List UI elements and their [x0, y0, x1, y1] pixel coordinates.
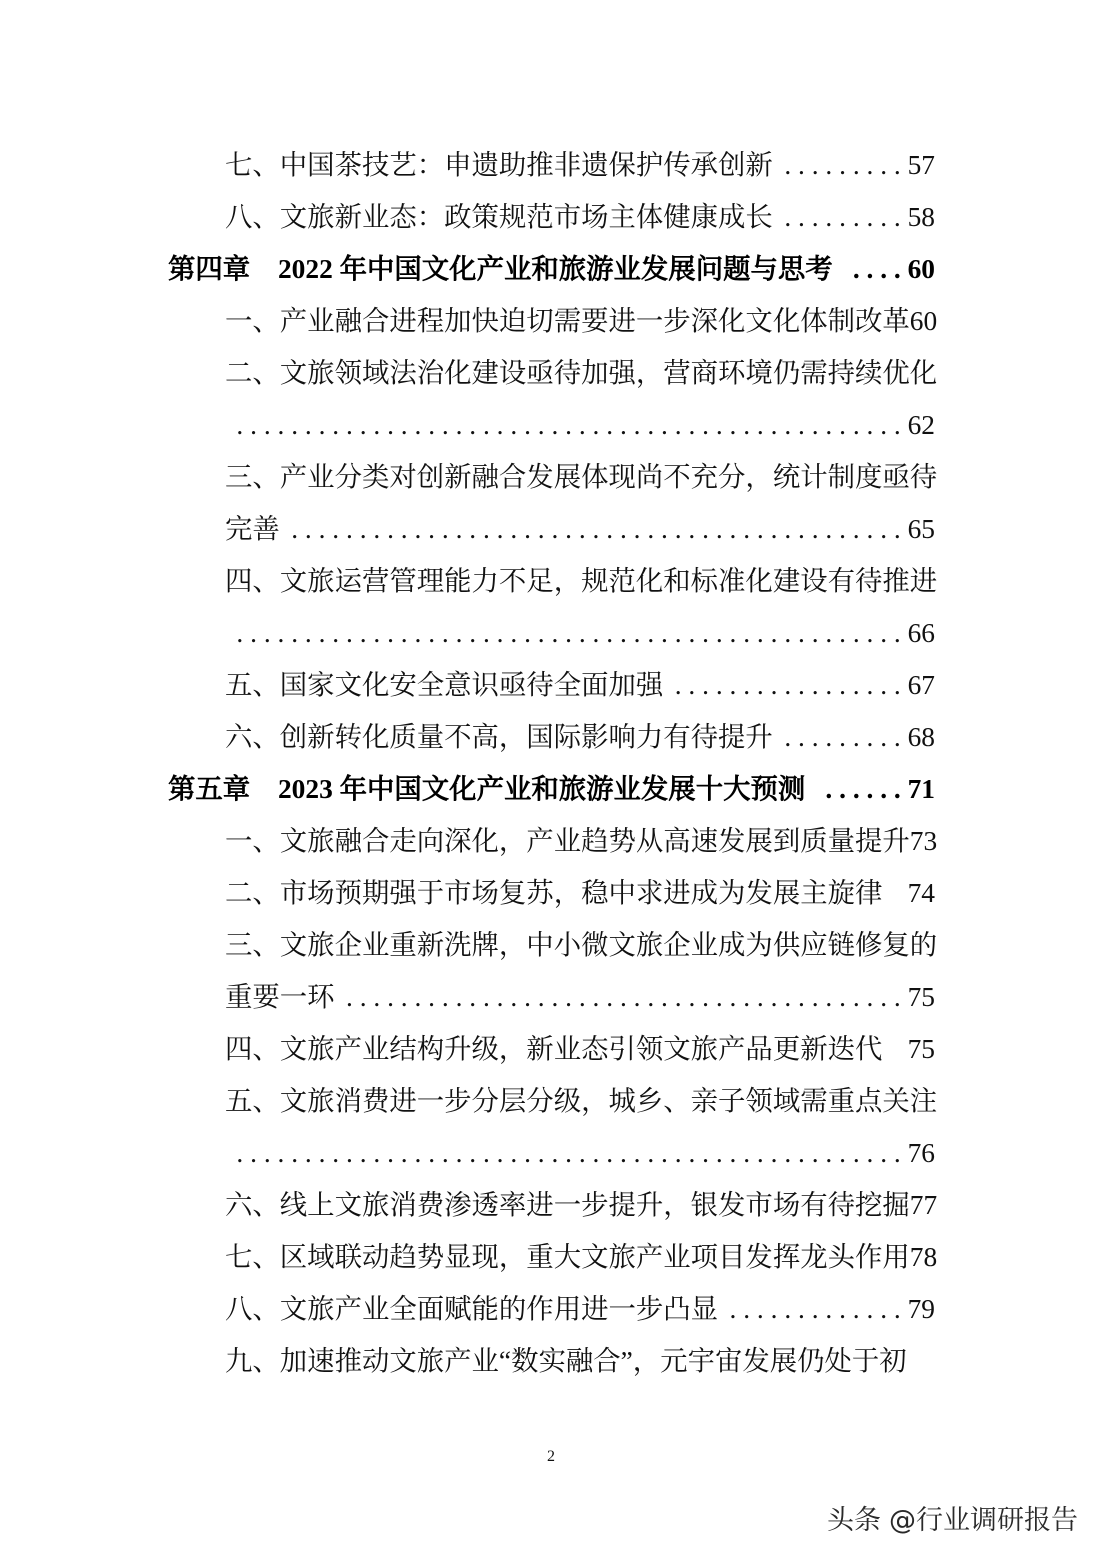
toc-section-entry: [0, 1283, 935, 1335]
toc-entry-title: 五、文旅消费进一步分层分级，城乡、亲子领域需重点关注: [225, 1086, 938, 1116]
toc-section-entry: [0, 867, 935, 919]
toc-section-entry: [0, 555, 938, 607]
watermark-platform: 头条: [827, 1505, 881, 1536]
toc-page-number: 79: [907, 1294, 935, 1324]
toc-leader-dots: .........: [784, 722, 908, 752]
toc-page-number: 78: [909, 1242, 938, 1272]
toc-section-entry: [0, 815, 938, 867]
chapter-title: 2023 年中国文化产业和旅游业发展十大预测: [277, 774, 806, 804]
toc-entry-title-continued: 完善: [225, 514, 280, 544]
toc-entry-title: 一、文旅融合走向深化，产业趋势从高速发展到质量提升: [225, 826, 910, 856]
toc-entry-continuation: [0, 607, 935, 659]
toc-page-number: 73: [909, 826, 938, 856]
toc-leader-dots: .............................................: [291, 514, 908, 544]
chapter-title: 2022 年中国文化产业和旅游业发展问题与思考: [277, 254, 833, 284]
toc-page-number: 75: [907, 982, 935, 1012]
toc-entry-title: 六、创新转化质量不高，国际影响力有待提升: [225, 722, 773, 752]
toc-page-number: 75: [907, 1034, 935, 1064]
toc-section-entry: [0, 139, 935, 191]
toc-leader-dots: .........: [784, 150, 908, 180]
toc-page-number: 58: [907, 202, 935, 232]
chapter-label: 第四章: [168, 254, 251, 284]
toc-section-entry: [0, 1179, 938, 1231]
toc-entry-title: 五、国家文化安全意识亟待全面加强: [225, 670, 664, 700]
toc-section-entry: [0, 919, 938, 971]
toc-entry-continuation: [0, 503, 935, 555]
toc-entry-title: 三、产业分类对创新融合发展体现尚不充分，统计制度亟待: [225, 462, 938, 492]
toc-entry-title: 二、市场预期强于市场复苏，稳中求进成为发展主旋律: [225, 878, 883, 908]
table-of-contents: [0, 139, 1102, 1387]
toc-chapter-entry: [0, 243, 935, 295]
toc-entry-title: 八、文旅新业态：政策规范市场主体健康成长: [225, 202, 773, 232]
watermark-handle: @行业调研报告: [889, 1505, 1078, 1536]
toc-section-entry: [0, 191, 935, 243]
toc-leader-dots: .........................................: [346, 982, 908, 1012]
toc-entry-title: 九、加速推动文旅产业“数实融合”，元宇宙发展仍处于初: [225, 1346, 907, 1376]
chapter-label: 第五章: [168, 774, 251, 804]
watermark: [827, 1503, 1078, 1539]
toc-page-number: 62: [907, 410, 935, 440]
toc-page-number: 74: [907, 878, 935, 908]
toc-section-entry: [0, 1023, 935, 1075]
toc-entry-title: 八、文旅产业全面赋能的作用进一步凸显: [225, 1294, 719, 1324]
page-number: 2: [547, 1448, 555, 1465]
toc-page-number: 77: [909, 1190, 938, 1220]
toc-section-entry: [0, 451, 938, 503]
toc-section-entry: [0, 1075, 938, 1127]
toc-leader-dots: .............: [729, 1294, 908, 1324]
toc-section-entry: [0, 1335, 935, 1387]
toc-page-number: 57: [907, 150, 935, 180]
toc-page-number: 68: [907, 722, 935, 752]
toc-entry-title: 六、线上文旅消费渗透率进一步提升，银发市场有待挖掘: [225, 1190, 910, 1220]
toc-entry-title: 二、文旅领域法治化建设亟待加强，营商环境仍需持续优化: [225, 358, 938, 388]
toc-page-number: 60: [907, 254, 935, 284]
toc-page-number: 71: [907, 774, 935, 804]
toc-entry-title: 四、文旅运营管理能力不足，规范化和标准化建设有待推进: [225, 566, 938, 596]
toc-leader-dots: .................................................: [236, 410, 908, 440]
toc-section-entry: [0, 1231, 938, 1283]
toc-page-number: 60: [909, 306, 938, 336]
toc-section-entry: [0, 711, 935, 763]
toc-entry-title-continued: 重要一环: [225, 982, 335, 1012]
toc-entry-continuation: [0, 1127, 935, 1179]
toc-section-entry: [0, 295, 938, 347]
toc-entry-title: 七、区域联动趋势显现，重大文旅产业项目发挥龙头作用: [225, 1242, 910, 1272]
toc-leader-dots: .................................................: [236, 1138, 908, 1168]
toc-page-number: 67: [907, 670, 935, 700]
toc-section-entry: [0, 347, 938, 399]
toc-leader-dots: .........: [784, 202, 908, 232]
toc-leader-dots: .................: [674, 670, 908, 700]
toc-entry-continuation: [0, 399, 935, 451]
toc-page-number: 76: [907, 1138, 935, 1168]
toc-page-number: 65: [907, 514, 935, 544]
toc-leader-dots: .................................................: [236, 618, 908, 648]
toc-page-number: 66: [907, 618, 935, 648]
toc-chapter-entry: [0, 763, 935, 815]
toc-leader-dots: ......: [825, 774, 908, 804]
toc-entry-title: 一、产业融合进程加快迫切需要进一步深化文化体制改革: [225, 306, 910, 336]
toc-section-entry: [0, 659, 935, 711]
toc-entry-continuation: [0, 971, 935, 1023]
toc-leader-dots: ....: [852, 254, 908, 284]
toc-entry-title: 四、文旅产业结构升级，新业态引领文旅产品更新迭代: [225, 1034, 883, 1064]
toc-entry-title: 七、中国茶技艺：申遗助推非遗保护传承创新: [225, 150, 773, 180]
toc-entry-title: 三、文旅企业重新洗牌，中小微文旅企业成为供应链修复的: [225, 930, 938, 960]
